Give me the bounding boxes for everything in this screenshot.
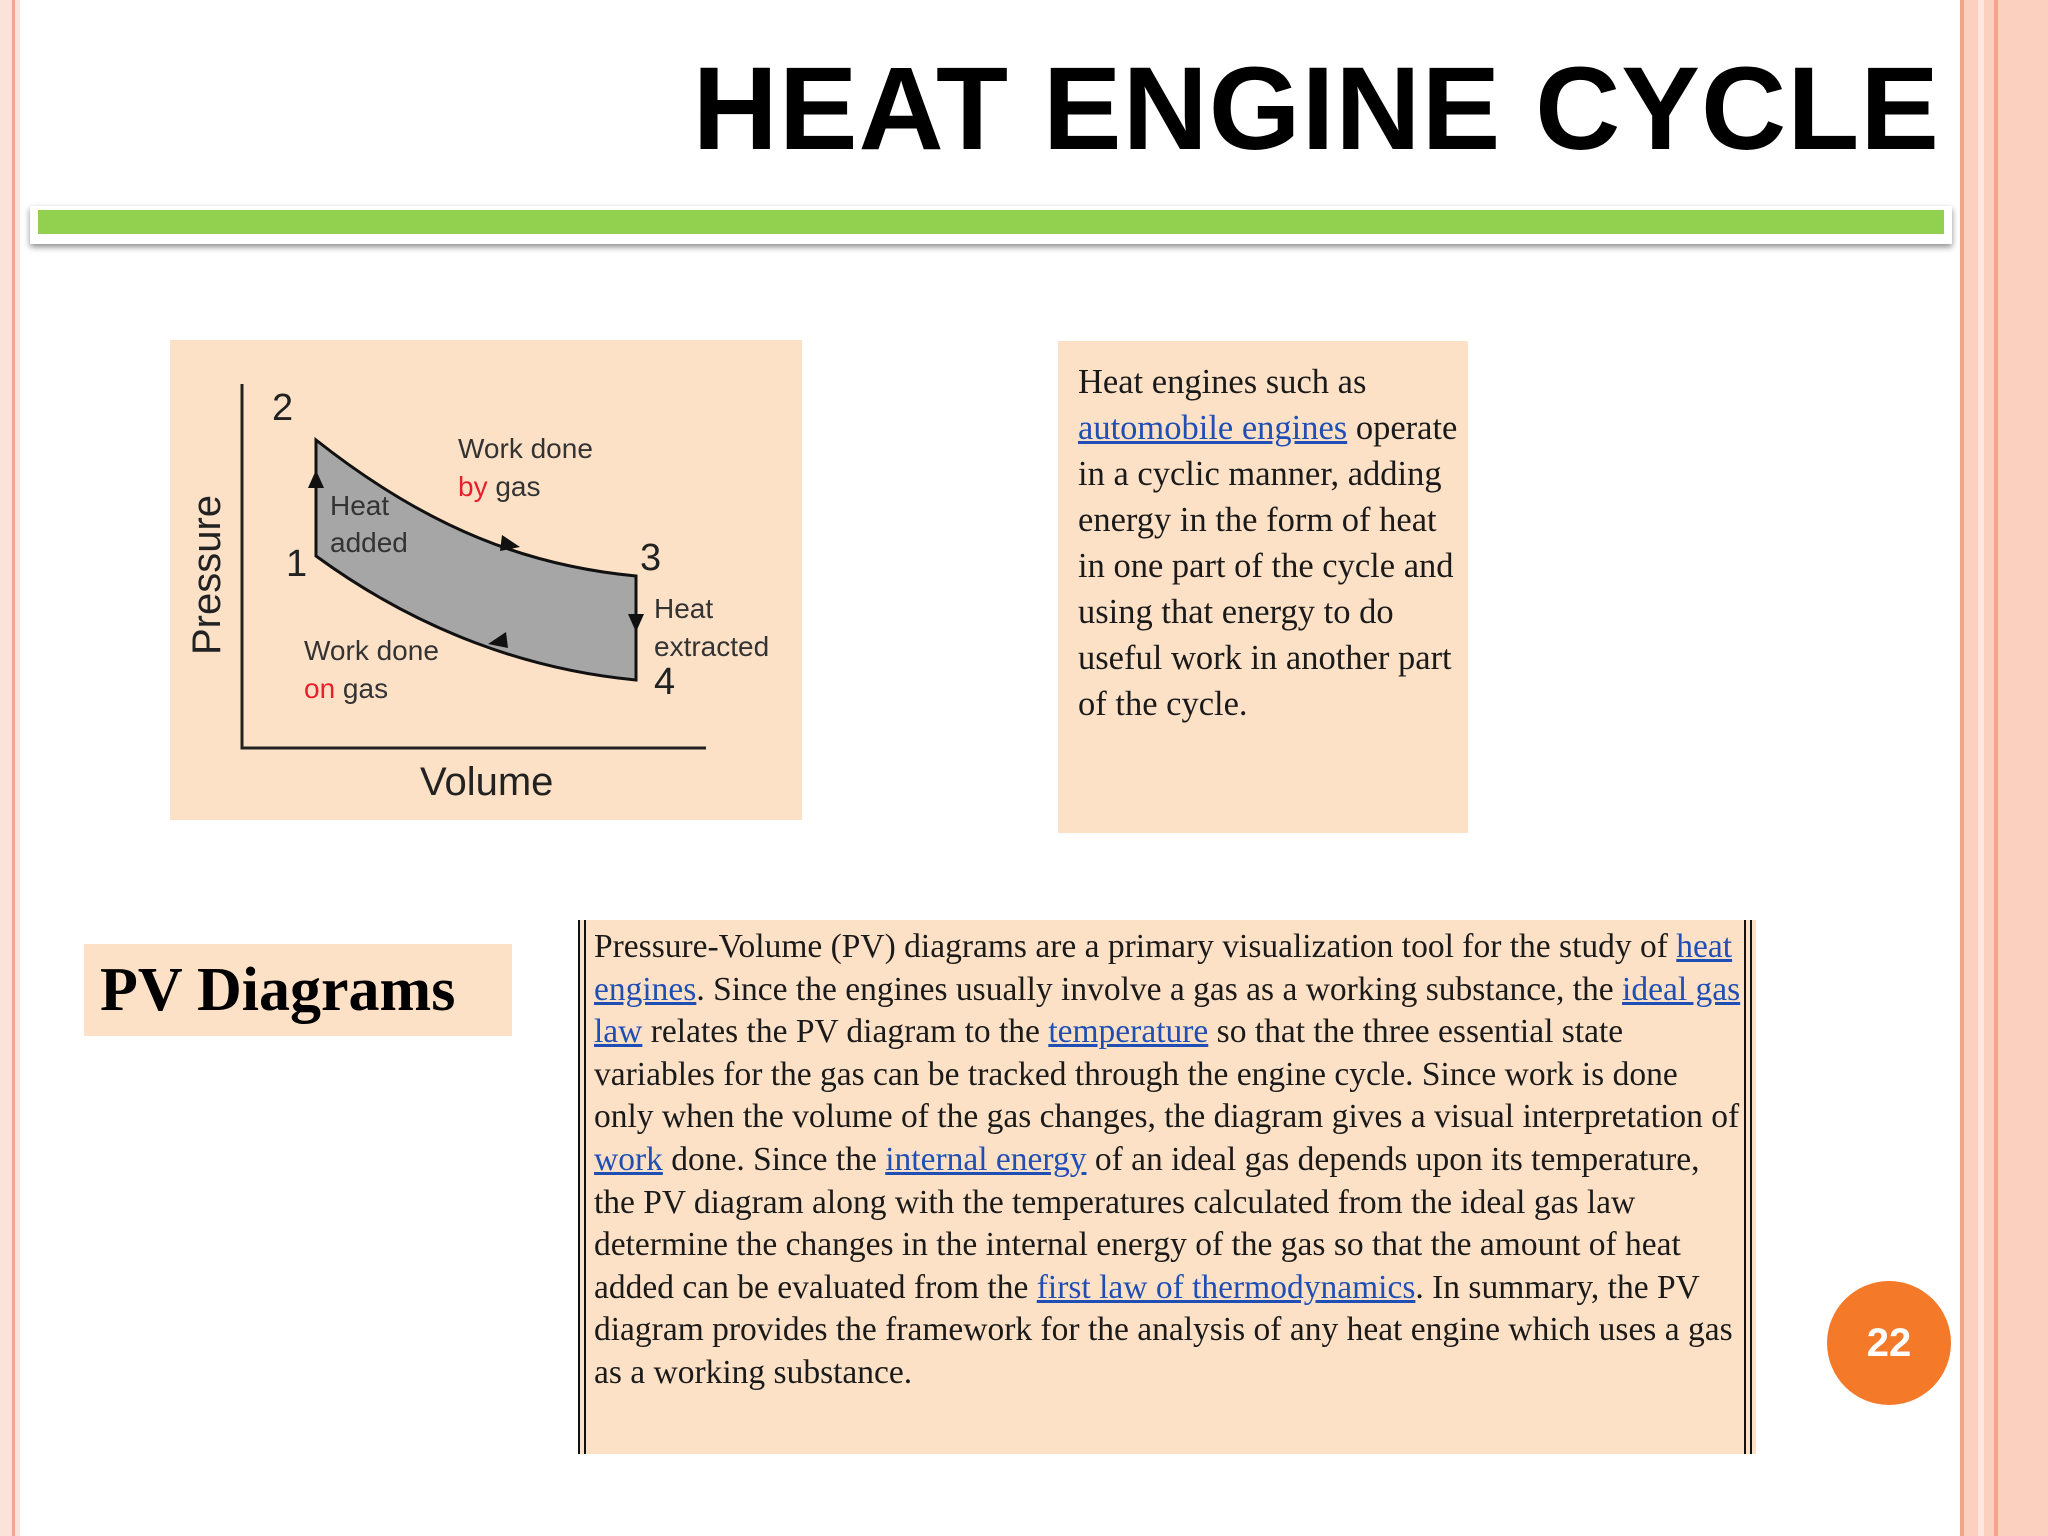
side-text-part1: Heat engines such as [1078, 363, 1367, 401]
y-axis-label: Pressure [185, 494, 229, 655]
right-edge-line-1 [1960, 0, 1964, 1536]
left-edge-line [12, 0, 15, 1536]
pv-diagrams-label-box [84, 944, 512, 1036]
heat-added-line1: Heat [330, 490, 390, 521]
work-by-line2 [458, 471, 541, 502]
work-by-rest: gas [487, 471, 541, 502]
pv-cycle-diagram [170, 340, 802, 820]
heat-engine-description [1078, 359, 1462, 727]
x-axis-label: Volume [420, 760, 554, 804]
pv-text-part6: of an ideal gas depends upon its temperature, the PV diagram along with the temperatures calculated from the ideal gas law determine the changes in the internal energy of the gas so that the amount of heat added can be evaluated from the [594, 1140, 1700, 1306]
pv-text-part2: . Since the engines usually involve a gas as a working substance, the [696, 970, 1623, 1008]
left-border-bar-1 [578, 920, 580, 1454]
work-by-red: by [458, 471, 488, 502]
work-on-line1: Work done [304, 635, 439, 666]
right-edge-stripe [1960, 0, 2048, 1536]
slide-title: HEAT ENGINE CYCLE [692, 43, 1940, 175]
point-1-label: 1 [286, 543, 308, 585]
right-border-bar-1 [1744, 920, 1746, 1454]
work-on-rest: gas [335, 673, 389, 704]
left-edge-stripe [0, 0, 20, 1536]
pv-description [594, 926, 1744, 1395]
link-temperature[interactable]: temperature [1048, 1013, 1209, 1051]
right-edge-line-2 [1978, 0, 1984, 1536]
title-rule [38, 210, 1944, 234]
link-automobile-engines[interactable]: automobile engines [1078, 409, 1348, 447]
pv-text-part5: done. Since the [662, 1140, 886, 1178]
heat-added-line2: added [330, 527, 408, 558]
pv-text-part7: . In summary, the PV diagram provides the framework for the analysis of any heat engine which uses a gas as a working substance. [594, 1268, 1733, 1391]
pv-description-box [578, 920, 1756, 1454]
work-on-red: on [304, 673, 336, 704]
link-heat-engines[interactable]: heat engines [594, 928, 1733, 1008]
pv-text-part1: Pressure-Volume (PV) diagrams are a primary visualization tool for the study of [594, 928, 1677, 965]
heat-extracted-line1: Heat [654, 593, 714, 624]
pv-text-part3: relates the PV diagram to the [642, 1013, 1049, 1051]
right-edge-line-3 [1994, 0, 1998, 1536]
point-4-label: 4 [654, 661, 676, 703]
link-first-law-thermodynamics[interactable]: first law of thermodynamics [1036, 1268, 1416, 1306]
pv-text-part4: so that the three essential state variables for the gas can be tracked through the engine cycle. Since work is done only when the volume of the gas changes, the diagram gives a visual interpretation of [594, 1013, 1740, 1136]
work-by-line1: Work done [458, 433, 593, 464]
point-3-label: 3 [640, 537, 662, 579]
link-work[interactable]: work [594, 1140, 663, 1178]
link-internal-energy[interactable]: internal energy [885, 1140, 1087, 1178]
heat-extracted-line2: extracted [654, 631, 770, 662]
page-number-badge: 22 [1827, 1281, 1951, 1405]
right-border-bar-2 [1750, 920, 1752, 1454]
link-ideal-gas-law[interactable]: ideal gas law [594, 970, 1741, 1051]
work-on-line2 [304, 673, 388, 704]
heat-engine-description-box [1058, 341, 1468, 833]
side-text-part2: operate in a cyclic manner, adding energy in the form of heat in one part of the cycle and using that energy to do useful work in another part of the cycle. [1078, 409, 1458, 723]
arrow-right [500, 535, 520, 551]
pv-diagrams-heading: PV Diagrams [100, 956, 456, 1024]
left-border-bar-2 [584, 920, 586, 1454]
point-2-label: 2 [272, 387, 294, 429]
pv-cycle-svg [170, 340, 802, 820]
